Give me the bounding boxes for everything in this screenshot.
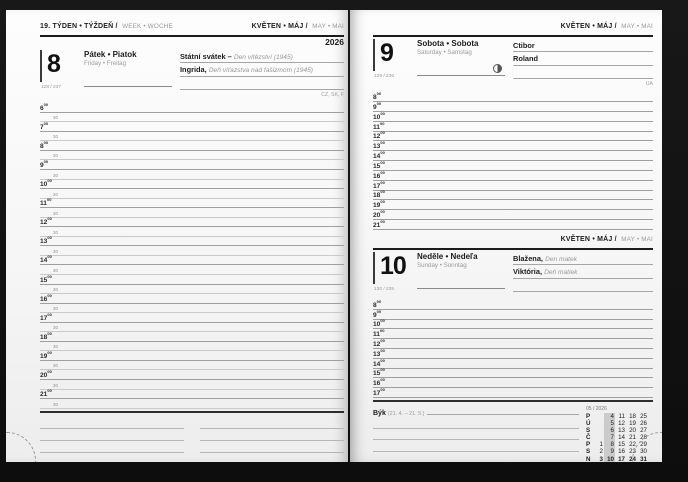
half-hour-row bbox=[40, 399, 344, 409]
calendar-day-cell: 19 bbox=[629, 420, 636, 428]
note-line bbox=[200, 429, 344, 441]
holiday-countries: CZ, SK, F bbox=[321, 92, 344, 99]
hour-label: $13^{00}$ bbox=[373, 347, 385, 358]
calendar-day-cell: 30 bbox=[640, 448, 647, 456]
hour-label: $9^{00}$ bbox=[373, 100, 382, 111]
day-entries bbox=[180, 50, 344, 99]
calendar-day-cell: 6 bbox=[604, 427, 615, 434]
hour-label: $15^{00}$ bbox=[40, 273, 52, 284]
month-label-light: MAY • MAI bbox=[621, 235, 653, 243]
day-10-block bbox=[373, 252, 653, 296]
hour-label: $10^{00}$ bbox=[373, 318, 385, 329]
note-line bbox=[40, 453, 184, 462]
hour-row bbox=[373, 141, 653, 151]
calendar-weekday-label: N bbox=[586, 455, 591, 462]
hour-row bbox=[40, 237, 344, 247]
hour-row bbox=[40, 180, 344, 190]
hour-row bbox=[373, 161, 653, 171]
entry-bold: Blažena, bbox=[513, 253, 543, 263]
hour-row bbox=[40, 332, 344, 342]
hour-label: $12^{00}$ bbox=[40, 216, 52, 227]
entry-italic: Deň matiek bbox=[544, 269, 578, 277]
hour-row bbox=[373, 122, 653, 132]
half-hour-row bbox=[40, 380, 344, 390]
hour-label: $12^{00}$ bbox=[373, 337, 385, 348]
hour-row bbox=[373, 339, 653, 349]
day-entries bbox=[513, 252, 653, 296]
hour-grid-day10 bbox=[373, 300, 653, 398]
entry-italic: Deň víťazstva nad fašizmom (1945) bbox=[208, 67, 313, 75]
hour-row bbox=[373, 320, 653, 330]
hour-row bbox=[373, 200, 653, 210]
hour-label: $8^{00}$ bbox=[373, 298, 382, 309]
hour-label: $14^{00}$ bbox=[373, 150, 385, 161]
hour-grid-day9 bbox=[373, 92, 653, 230]
half-hour-label: 30 bbox=[53, 344, 58, 350]
hour-label: $19^{00}$ bbox=[40, 349, 52, 360]
hour-row bbox=[40, 313, 344, 323]
hour-label: $15^{00}$ bbox=[373, 159, 385, 170]
half-hour-row bbox=[40, 151, 344, 161]
hour-label: $20^{00}$ bbox=[373, 209, 385, 220]
calendar-weekday-label: P bbox=[586, 441, 591, 449]
hour-row bbox=[373, 359, 653, 369]
day-number: 8 bbox=[47, 50, 60, 78]
day-name-local: Pátek • Piatok bbox=[84, 50, 137, 59]
half-hour-label: 30 bbox=[53, 287, 58, 293]
hour-label: $21^{00}$ bbox=[40, 388, 52, 399]
half-hour-label: 30 bbox=[53, 153, 58, 159]
notes-column bbox=[40, 417, 184, 462]
calendar-weekday-label: P bbox=[586, 412, 591, 420]
zodiac-notes bbox=[373, 417, 579, 462]
hour-label: $16^{00}$ bbox=[40, 292, 52, 303]
calendar-day-cell: 9 bbox=[604, 448, 615, 455]
day-name-intl: Saturday • Samstag bbox=[417, 49, 472, 56]
calendar-day-cell: 24 bbox=[629, 455, 636, 462]
hour-label: $13^{00}$ bbox=[373, 140, 385, 151]
hour-row bbox=[373, 102, 653, 112]
calendar-weekday-label: S bbox=[586, 448, 591, 456]
entry-italic: Den vítězství (1945) bbox=[233, 54, 293, 61]
hour-row bbox=[40, 370, 344, 380]
hour-label: $12^{00}$ bbox=[373, 130, 385, 141]
hour-label: $11^{00}$ bbox=[40, 197, 52, 208]
month-label bbox=[252, 15, 344, 33]
note-line bbox=[200, 453, 344, 462]
hour-row bbox=[373, 329, 653, 339]
half-hour-row bbox=[40, 208, 344, 218]
half-hour-label: 30 bbox=[53, 363, 58, 369]
entry-italic: Den matek bbox=[545, 255, 577, 263]
half-hour-row bbox=[40, 132, 344, 142]
mini-calendar-title: 05 / 2026 bbox=[586, 405, 607, 412]
day-names bbox=[417, 39, 505, 76]
calendar-day-cell: 7 bbox=[604, 434, 615, 441]
week-label bbox=[40, 15, 173, 33]
hour-label: $14^{00}$ bbox=[40, 254, 52, 265]
entry-bold: Viktória, bbox=[513, 267, 543, 277]
month-label-bold: KVĚTEN • MÁJ / bbox=[251, 23, 308, 30]
calendar-day-cell: 2 bbox=[599, 448, 603, 456]
calendar-day-cell: 20 bbox=[629, 427, 636, 435]
calendar-day-cell: 15 bbox=[618, 441, 625, 449]
calendar-day-cell: 12 bbox=[618, 420, 625, 428]
note-line bbox=[373, 440, 579, 452]
note-line bbox=[200, 441, 344, 453]
month-label bbox=[561, 228, 653, 246]
note-line bbox=[40, 417, 184, 429]
hour-row bbox=[40, 199, 344, 209]
hour-label: $8^{00}$ bbox=[373, 91, 382, 102]
hour-label: $17^{00}$ bbox=[40, 311, 52, 322]
entry-bold: Ingrida, bbox=[180, 65, 207, 75]
hour-row bbox=[40, 390, 344, 400]
month-label-light: MAY • MAI bbox=[621, 23, 653, 30]
day-name-intl: Friday • Freitag bbox=[84, 60, 127, 67]
calendar-weekday-label: Č bbox=[586, 434, 591, 442]
half-hour-label: 30 bbox=[53, 401, 58, 407]
hour-row bbox=[373, 112, 653, 122]
day-8-block bbox=[40, 50, 344, 99]
note-line bbox=[373, 429, 579, 441]
calendar-day-cell: 28 bbox=[640, 434, 647, 442]
perforated-corner-mark bbox=[6, 432, 36, 462]
half-hour-row bbox=[40, 170, 344, 180]
half-hour-row bbox=[40, 246, 344, 256]
calendar-day-cell: 8 bbox=[604, 441, 615, 448]
calendar-day-cell bbox=[593, 420, 604, 427]
entry-line bbox=[513, 279, 653, 292]
day-of-year-counter: 128 / 237 bbox=[41, 85, 62, 90]
hour-row bbox=[373, 388, 653, 398]
hour-label: $10^{00}$ bbox=[40, 178, 52, 189]
hour-label: $14^{00}$ bbox=[373, 357, 385, 368]
half-hour-row bbox=[40, 361, 344, 371]
entry-bold: Ctibor bbox=[513, 41, 535, 50]
hour-row bbox=[373, 349, 653, 359]
half-hour-label: 30 bbox=[53, 115, 58, 121]
half-hour-label: 30 bbox=[53, 172, 58, 178]
half-hour-label: 30 bbox=[53, 325, 58, 331]
entry-line bbox=[180, 77, 344, 90]
week-label-bold: 19. TÝDEN • TÝŽDEŇ / bbox=[40, 23, 118, 30]
calendar-day-cell: 3 bbox=[599, 455, 603, 462]
hour-label: $21^{00}$ bbox=[373, 218, 385, 229]
hour-label: $11^{00}$ bbox=[373, 328, 385, 339]
zodiac-line bbox=[427, 406, 579, 415]
entry-line bbox=[513, 52, 653, 65]
hour-label: $8^{00}$ bbox=[40, 139, 49, 150]
half-hour-row bbox=[40, 342, 344, 352]
hour-label: $19^{00}$ bbox=[373, 199, 385, 210]
right-page bbox=[350, 10, 662, 462]
hour-row bbox=[373, 181, 653, 191]
half-hour-row bbox=[40, 265, 344, 275]
note-line bbox=[200, 417, 344, 429]
hour-row bbox=[373, 210, 653, 220]
day-of-year-counter: 129 / 236 bbox=[374, 74, 395, 79]
calendar-day-cell: 13 bbox=[618, 427, 625, 435]
month-label-bold: KVĚTEN • MÁJ / bbox=[560, 235, 617, 243]
week-label-light: WEEK • WOCHE bbox=[122, 23, 173, 30]
hour-label: $6^{00}$ bbox=[40, 101, 49, 112]
day-names bbox=[84, 50, 172, 87]
hour-row bbox=[373, 369, 653, 379]
calendar-day-cell: 11 bbox=[618, 412, 625, 420]
entry-line bbox=[180, 63, 344, 76]
calendar-day-cell: 21 bbox=[629, 434, 636, 442]
hour-label: $18^{00}$ bbox=[40, 330, 52, 341]
calendar-weekday-label: Ú bbox=[586, 420, 591, 428]
day-9-block bbox=[373, 39, 653, 88]
day-of-year-counter: 130 / 235 bbox=[374, 286, 395, 292]
day-name-local: Neděle • Nedeľa bbox=[417, 251, 478, 261]
hour-row bbox=[373, 132, 653, 142]
hour-row bbox=[40, 351, 344, 361]
hour-row bbox=[373, 171, 653, 181]
zodiac-section bbox=[373, 402, 653, 462]
calendar-day-cell bbox=[593, 413, 604, 420]
right-page-header-2 bbox=[373, 235, 653, 250]
hour-label: $18^{00}$ bbox=[373, 189, 385, 200]
entry-line bbox=[513, 39, 653, 52]
half-hour-label: 30 bbox=[53, 191, 58, 197]
half-hour-label: 30 bbox=[53, 268, 58, 274]
note-line bbox=[373, 417, 579, 429]
half-hour-row bbox=[40, 189, 344, 199]
hour-label: $10^{00}$ bbox=[373, 110, 385, 121]
hour-label: $9^{00}$ bbox=[40, 159, 49, 169]
day-entries bbox=[513, 39, 653, 88]
hour-label: $16^{00}$ bbox=[373, 377, 385, 388]
calendar-day-cell bbox=[593, 434, 604, 441]
day-accent-bar bbox=[373, 39, 375, 71]
calendar-day-cell: 22 bbox=[629, 441, 636, 449]
day-number: 10 bbox=[380, 251, 406, 280]
hour-row bbox=[373, 310, 653, 320]
half-hour-row bbox=[40, 304, 344, 314]
hour-grid-day8 bbox=[40, 103, 344, 409]
half-hour-label: 30 bbox=[53, 134, 58, 140]
half-hour-label: 30 bbox=[53, 229, 58, 235]
calendar-day-cell: 10 bbox=[604, 456, 615, 462]
hour-label: $17^{00}$ bbox=[373, 179, 385, 190]
hour-label: $16^{00}$ bbox=[373, 169, 385, 180]
hour-label: $11^{00}$ bbox=[373, 120, 385, 131]
calendar-day-cell: 27 bbox=[640, 427, 647, 435]
day-name-intl: Sunday • Sonntag bbox=[417, 261, 467, 269]
calendar-day-cell: 31 bbox=[640, 455, 647, 462]
hour-row bbox=[373, 151, 653, 161]
hour-row bbox=[40, 275, 344, 285]
calendar-day-cell: 18 bbox=[629, 412, 636, 420]
hour-row bbox=[373, 378, 653, 388]
entry-line bbox=[513, 66, 653, 79]
calendar-day-cell: 23 bbox=[629, 448, 636, 456]
calendar-weekday-label: S bbox=[586, 427, 591, 435]
entry-bold: Roland bbox=[513, 54, 539, 64]
calendar-day-cell: 14 bbox=[618, 434, 625, 442]
entry-line bbox=[513, 252, 653, 265]
day-accent-bar bbox=[373, 252, 375, 284]
month-label-light: MAY • MAI bbox=[312, 23, 344, 30]
note-line bbox=[40, 441, 184, 453]
half-hour-row bbox=[40, 113, 344, 123]
day-name-local: Sobota • Sobota bbox=[417, 39, 479, 48]
zodiac-name: Býk bbox=[373, 409, 386, 417]
half-hour-label: 30 bbox=[53, 210, 58, 216]
hour-row bbox=[373, 92, 653, 102]
zodiac-range: (21. 4. – 21. 5.) bbox=[387, 410, 425, 417]
holiday-countries: UA bbox=[645, 81, 653, 88]
hour-label: $13^{00}$ bbox=[40, 235, 52, 246]
calendar-day-cell: 1 bbox=[599, 441, 603, 449]
calendar-day-cell bbox=[593, 427, 604, 434]
notes-area bbox=[40, 413, 344, 462]
calendar-day-cell: 16 bbox=[618, 448, 625, 456]
calendar-day-cell: 17 bbox=[618, 455, 625, 462]
notes-column bbox=[200, 417, 344, 462]
half-hour-label: 30 bbox=[53, 306, 58, 312]
entry-line bbox=[180, 50, 344, 63]
moon-phase-icon bbox=[493, 64, 502, 73]
calendar-day-cell: 25 bbox=[640, 412, 647, 420]
hour-label: $7^{00}$ bbox=[40, 120, 49, 131]
day-accent-bar bbox=[40, 50, 42, 82]
hour-row bbox=[373, 300, 653, 310]
year: 2026 bbox=[325, 37, 344, 47]
hour-row bbox=[40, 294, 344, 304]
hour-row bbox=[40, 122, 344, 132]
half-hour-label: 30 bbox=[53, 248, 58, 254]
entry-line bbox=[513, 265, 653, 278]
calendar-day-cell: 4 bbox=[604, 413, 615, 420]
half-hour-row bbox=[40, 227, 344, 237]
left-page bbox=[6, 10, 348, 462]
calendar-day-cell: 5 bbox=[604, 420, 615, 427]
calendar-day-cell: 26 bbox=[640, 420, 647, 428]
day-number: 9 bbox=[380, 39, 393, 67]
hour-row bbox=[40, 141, 344, 151]
hour-row bbox=[40, 160, 344, 170]
hour-row bbox=[373, 191, 653, 201]
left-page-header bbox=[40, 22, 344, 37]
hour-label: $17^{00}$ bbox=[373, 386, 385, 397]
entry-bold: Státní svátek – bbox=[180, 52, 232, 61]
month-label bbox=[561, 15, 653, 33]
half-hour-label: 30 bbox=[53, 382, 58, 388]
hour-row bbox=[40, 218, 344, 228]
hour-label: $9^{00}$ bbox=[373, 308, 382, 319]
right-page-header bbox=[373, 22, 653, 37]
half-hour-row bbox=[40, 285, 344, 295]
half-hour-row bbox=[40, 323, 344, 333]
hour-row bbox=[40, 256, 344, 266]
hour-row bbox=[40, 103, 344, 113]
note-line bbox=[40, 429, 184, 441]
hour-label: $15^{00}$ bbox=[373, 367, 385, 378]
calendar-day-cell: 29 bbox=[640, 441, 647, 449]
day-names bbox=[417, 252, 505, 289]
month-label-bold: KVĚTEN • MÁJ / bbox=[560, 23, 617, 30]
hour-label: $20^{00}$ bbox=[40, 369, 52, 380]
note-line bbox=[373, 452, 579, 462]
